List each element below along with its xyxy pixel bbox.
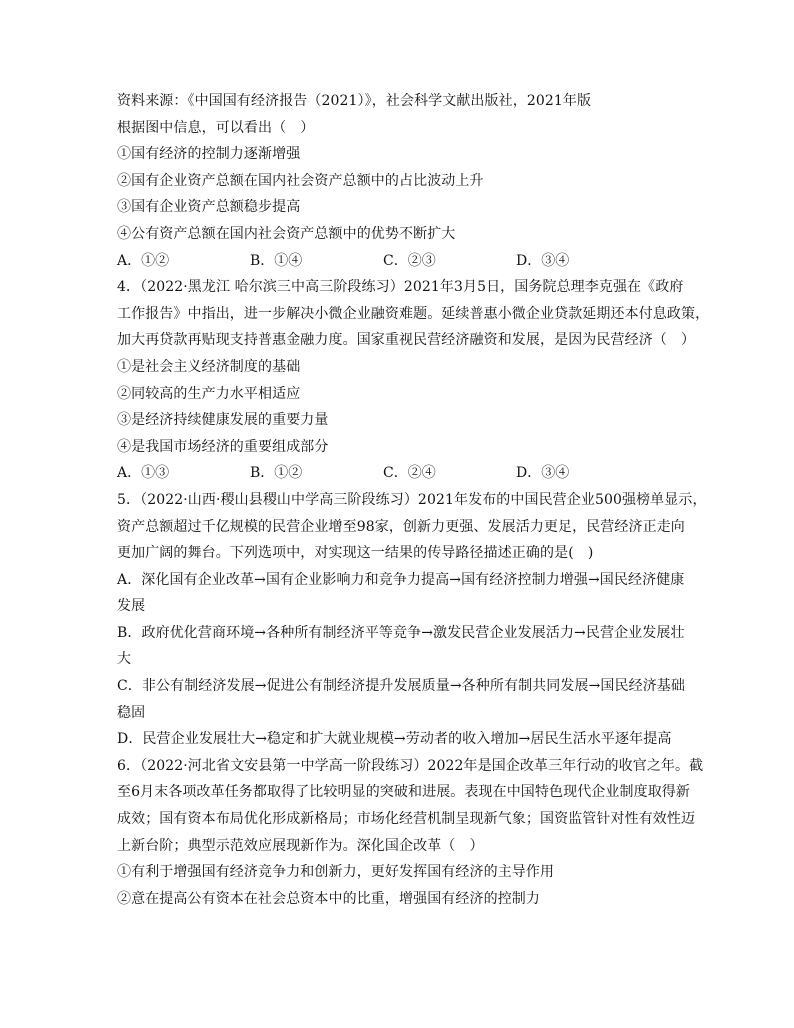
q5-option-a: A．深化国有企业改革→国有企业影响力和竞争力提高→国有经济控制力增强→国民经济健康 bbox=[117, 571, 685, 588]
q3-stem: 根据图中信息，可以看出（ ） bbox=[117, 119, 315, 136]
q4-stem-line-3: 加大再贷款再贴现支持普惠金融力度。国家重视民营经济融资和发展，是因为民营经济（ ） bbox=[117, 332, 696, 349]
q4-block bbox=[117, 274, 710, 487]
q4-option-b: B．①② bbox=[250, 465, 303, 482]
q5-option-c: C．非公有制经济发展→促进公有制经济提升发展质量→各种所有制共同发展→国民经济基础 bbox=[117, 678, 686, 695]
source-note: 资料来源：《中国国有经济报告（2021）》，社会科学文献出版社，2021年版 bbox=[117, 93, 592, 109]
q5-option-b-cont: 大 bbox=[117, 651, 132, 668]
q5-option-b: B．政府优化营商环境→各种所有制经济平等竞争→激发民营企业发展活力→民营企业发展壮 bbox=[117, 624, 685, 641]
q5-stem-line-2: 资产总额超过千亿规模的民营企业增至98家，创新力更强、发展活力更足，民营经济正走向 bbox=[117, 518, 685, 535]
q3-block bbox=[117, 88, 687, 274]
q4-options bbox=[117, 460, 687, 487]
q5-stem-line-3: 更加广阔的舞台。下列选项中，对实现这一结果的传导路径描述正确的是( ) bbox=[117, 545, 594, 562]
q4-option-d: D．③④ bbox=[516, 465, 570, 482]
q3-item-4: ④公有资产总额在国内社会资产总额中的优势不断扩大 bbox=[117, 225, 456, 242]
q3-option-c: C．②③ bbox=[383, 252, 436, 269]
q6-stem-line-4: 上新台阶；典型示范效应展现新作为。深化国企改革（ ） bbox=[117, 837, 484, 854]
q4-stem-line-2: 工作报告》中指出，进一步解决小微企业融资难题。延续普惠小微企业贷款延期还本付息政策， bbox=[117, 305, 710, 322]
q4-item-1: ①是社会主义经济制度的基础 bbox=[117, 358, 301, 375]
q5-option-d: D．民营企业发展壮大→稳定和扩大就业规模→劳动者的收入增加→居民生活水平逐年提高 bbox=[117, 731, 672, 748]
document-page bbox=[117, 88, 710, 912]
q5-stem-line-1: 5．（2022·山西·稷山县稷山中学高三阶段练习）2021年发布的中国民营企业500强榜单显示， bbox=[117, 491, 707, 508]
q3-options bbox=[117, 248, 687, 275]
q4-option-a: A．①③ bbox=[117, 465, 170, 482]
q5-block bbox=[117, 487, 707, 753]
q5-option-a-cont: 发展 bbox=[117, 598, 146, 615]
q4-stem-line-1: 4．（2022·黑龙江 哈尔滨三中高三阶段练习）2021年3月5日，国务院总理李克强在《政府 bbox=[117, 279, 684, 296]
q6-stem-line-3: 成效；国有资本布局优化形成新格局；市场化经营机制呈现新气象；国资监管针对性有效性迈 bbox=[117, 811, 696, 828]
q3-option-d: D．③④ bbox=[516, 252, 570, 269]
q3-option-b: B．①④ bbox=[250, 252, 303, 269]
q5-option-c-cont: 稳固 bbox=[117, 704, 146, 721]
q4-item-2: ②同较高的生产力水平相适应 bbox=[117, 385, 301, 402]
q3-option-a: A．①② bbox=[117, 252, 170, 269]
q6-block bbox=[117, 753, 704, 913]
q3-item-3: ③国有企业资产总额稳步提高 bbox=[117, 199, 301, 216]
q4-option-c: C．②④ bbox=[383, 465, 436, 482]
q6-item-2: ②意在提高公有资本在社会总资本中的比重，增强国有经济的控制力 bbox=[117, 890, 540, 907]
q6-stem-line-1: 6．（2022·河北省文安县第一中学高一阶段练习）2022年是国企改革三年行动的收官之年。截 bbox=[117, 757, 704, 774]
q4-item-4: ④是我国市场经济的重要组成部分 bbox=[117, 438, 329, 455]
q3-item-1: ①国有经济的控制力逐渐增强 bbox=[117, 146, 301, 163]
q6-stem-line-2: 至6月末各项改革任务都取得了比较明显的突破和进展。表现在中国特色现代企业制度取得新 bbox=[117, 784, 691, 801]
q6-item-1: ①有利于增强国有经济竞争力和创新力，更好发挥国有经济的主导作用 bbox=[117, 864, 555, 881]
q4-item-3: ③是经济持续健康发展的重要力量 bbox=[117, 412, 329, 429]
q3-item-2: ②国有企业资产总额在国内社会资产总额中的占比波动上升 bbox=[117, 172, 484, 189]
